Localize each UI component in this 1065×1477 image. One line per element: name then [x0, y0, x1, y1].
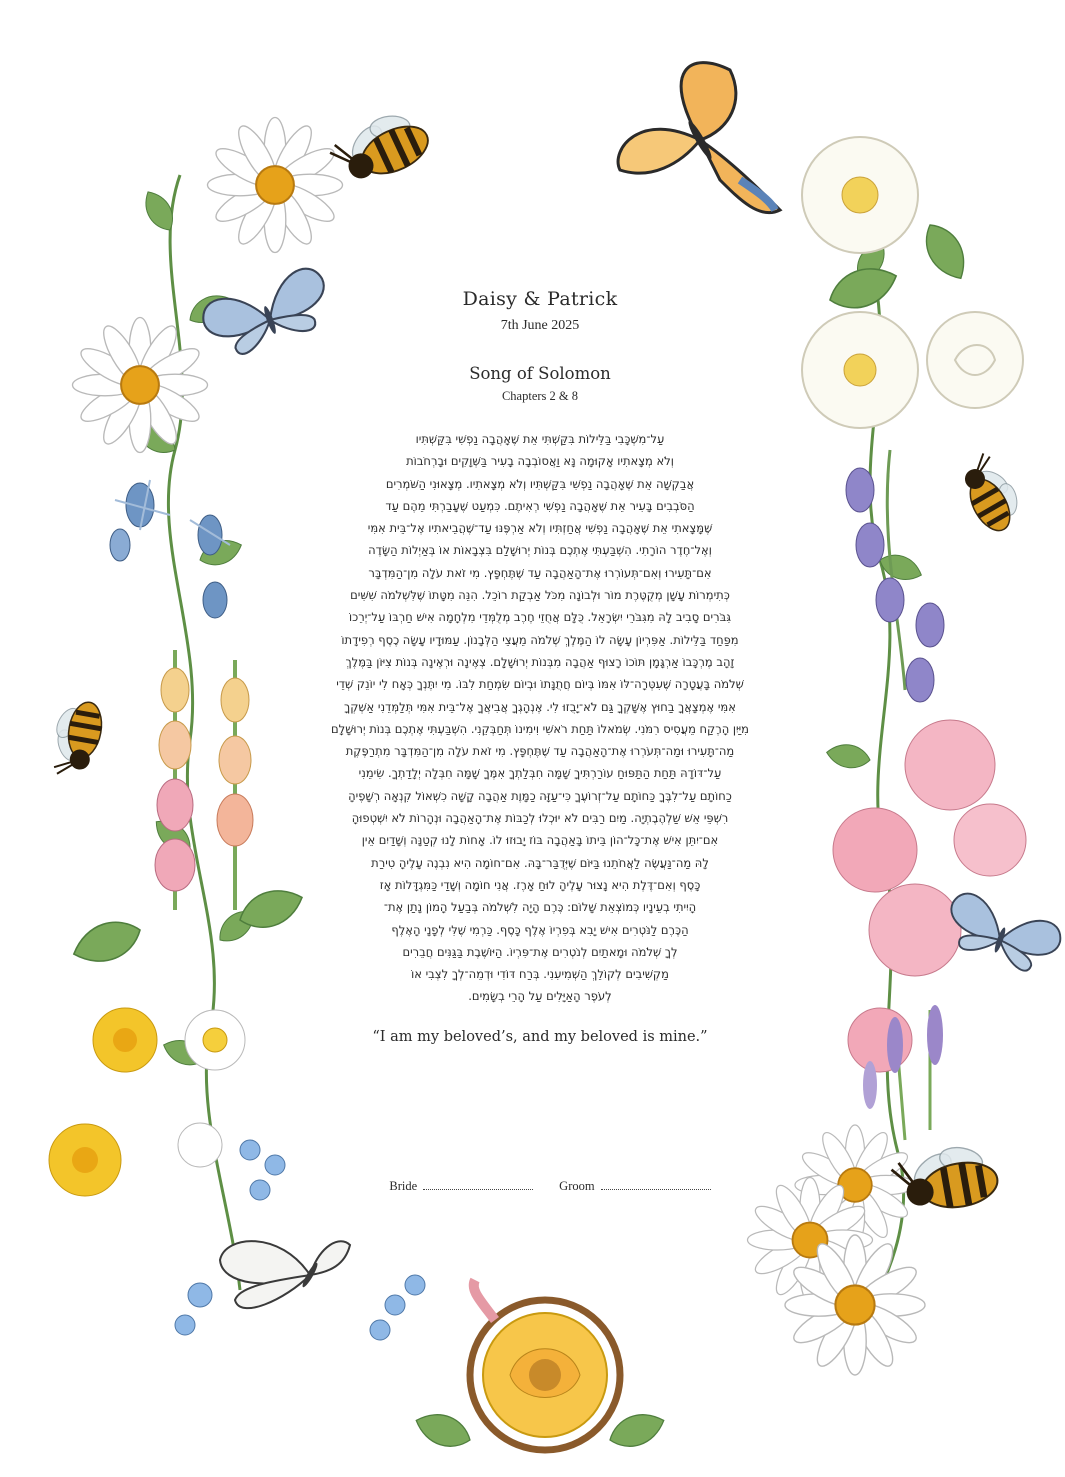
foxglove-icon [155, 650, 253, 910]
hebrew-line: שֶׁמָּצָאתִי אֵת שֶׁאָהֲבָה נַפְשִׁי אֲחַזְתִּיו וְלֹא אַרְפֶּנּוּ עַד־שֶׁהֲבֵיאתִיו אֶל־בֵּית אִמִּי [367, 521, 713, 536]
hebrew-line: לָהּ מַה־נַּעֲשֶׂה לַאֲחֹתֵנוּ בַּיּוֹם שֶׁיְּדֻבַּר־בָּהּ. אִם־חוֹמָה הִיא נִבְנֶה עָלֶיהָ טִירַת [371, 855, 709, 870]
hebrew-line: אֲבַקְשָׁה אֵת שֶׁאָהֲבָה נַפְשִׁי בִּקַּשְׁתִּיו וְלֹא מְצָאתִיו. מְצָאוּנִי הַשֹּׁמְרִים [385, 476, 695, 491]
hebrew-line: הַכֶּרֶם לַנֹּטְרִים אִישׁ יָבִא בְּפִרְיוֹ אֶלֶף כָּסֶף. כַּרְמִי שֶׁלִּי לְפָנָי הָאֶלֶף [391, 922, 689, 937]
groom-signature-line [601, 1179, 711, 1190]
groom-label: Groom [559, 1179, 595, 1193]
hebrew-text [320, 428, 760, 1008]
hebrew-line: שְׁלֹמֹה בָּעֲטָרָה שֶׁעִטְּרָה־לּוֹ אִמּוֹ בְּיוֹם חֲתֻנָּתוֹ וּבְיוֹם שִׂמְחַת לִבּוֹ. מִי יִתֶּנְךָ כְּאָח לִי יוֹנֵק שְׁדֵי [336, 677, 744, 692]
swallowtail-butterfly-icon [618, 63, 780, 213]
hebrew-line: מַה־תָּעִירוּ וּמַה־תְּעֹרְרוּ אֶת־הָאַהֲבָה עַד שֶׁתֶּחְפָּץ. מִי זֹאת עֹלָה מִן־הַמִּדְבָּר מִתְרַפֶּקֶת [345, 744, 735, 759]
hebrew-line: מִפַּחַד בַּלֵּילוֹת. אַפִּרְיוֹן עָשָׂה לוֹ הַמֶּלֶךְ שְׁלֹמֹה מֵעֲצֵי הַלְּבָנוֹן. עַמּוּדָיו עָשָׂה כֶסֶף רְפִידָתוֹ [341, 632, 739, 647]
daffodil-icon [49, 1008, 157, 1196]
forget-me-not-icon [175, 1140, 425, 1340]
reading-title: Song of Solomon [469, 364, 611, 383]
hebrew-line: זָהָב מֶרְכָּבוֹ אַרְגָּמָן תּוֹכוֹ רָצוּף אַהֲבָה מִבְּנוֹת יְרוּשָׁלָ‍ִם. צְאֶינָה וּרְאֶינָה בְּנוֹת צִיּוֹן בַּמֶּלֶךְ [345, 654, 735, 669]
bride-label: Bride [389, 1179, 418, 1193]
hebrew-line: הָיִיתִי בְעֵינָיו כְּמוֹצְאֵת שָׁלוֹם: כֶּרֶם הָיָה לִשְׁלֹמֹה בְּבַעַל הָמוֹן נָתַן אֶת־ [383, 900, 697, 915]
bride-signature-line [423, 1179, 533, 1190]
bee-icon [45, 697, 105, 780]
daisy-icon [73, 318, 208, 453]
couple-names: Daisy & Patrick [462, 288, 618, 310]
hebrew-line: עַל־דּוֹדָהּ תַּחַת הַתַּפּוּחַ עוֹרַרְתִּיךָ שָׁמָּה חִבְּלַתְךָ אִמֶּךָ שָׁמָּה חִבְּלָה יְלָדַתְךָ. שִׂימֵנִי [358, 766, 722, 781]
hebrew-line: כְּתִימְרוֹת עָשָׁן מְקֻטֶּרֶת מוֹר וּלְבוֹנָה מִכֹּל אַבְקַת רוֹכֵל. הִנֵּה מִטָּתוֹ שֶׁלִּשְׁלֹמֹה שִׁשִּׁים [350, 588, 730, 603]
hebrew-line: כָּסֶף וְאִם־דֶּלֶת הִיא נָצוּר עָלֶיהָ לוּחַ אָרֶז. אֲנִי חוֹמָה וְשָׁדַי כַּמִּגְדָּלוֹת אָז [379, 877, 701, 892]
bride-signature [389, 1179, 533, 1194]
sea-holly-icon [110, 480, 230, 618]
hebrew-line: וְאֶל־חֶדֶר הוֹרָתִי. הִשְׁבַּעְתִּי אֶתְכֶם בְּנוֹת יְרוּשָׁלִַם בִּצְבָאוֹת אוֹ בְּאַיְלוֹת הַשָּׂדֶה [368, 543, 712, 558]
hebrew-line: עַל־מִשְׁכָּבִי בַּלֵּילוֹת בִּקַּשְׁתִּי אֵת שֶׁאָהֲבָה נַפְשִׁי בִּקַּשְׁתִּיו [415, 432, 665, 446]
hebrew-line: הַסֹּבְבִים בָּעִיר אֵת שֶׁאָהֲבָה נַפְשִׁי רְאִיתֶם. כִּמְעַט שֶׁעָבַרְתִּי מֵהֶם עַד [385, 498, 695, 513]
bee-icon [324, 99, 435, 193]
hebrew-line: כַחוֹתָם עַל־לִבֶּךָ כַּחוֹתָם עַל־זְרוֹעֶךָ כִּי־עַזָּה כַמָּוֶת אַהֲבָה קָשָׁה כִשְׁאוֹל קִנְאָה רְשָׁפֶיהָ [348, 788, 732, 803]
hebrew-line: אִם־תָּעִירוּ וְאִם־תְּעוֹרְרוּ אֶת־הָאַהֲבָה עַד שֶׁתֶּחְפָּץ. מִי זֹאת עֹלָה מִן־הַמִּדְבָּר [368, 565, 712, 580]
narcissus-icon [178, 1010, 245, 1167]
hebrew-line: לְעֹפֶר הָאַיָּלִים עַל הָרֵי בְשָׂמִים. [468, 989, 612, 1004]
white-rose-icon [802, 137, 1023, 428]
hebrew-line: גִּבֹּרִים סָבִיב לָהּ מִגִּבֹּרֵי יִשְׂרָאֵל. כֻּלָּם אֲחֻזֵי חֶרֶב מְלֻמְּדֵי מִלְחָמָה אִישׁ חַרְבּוֹ עַל־יְרֵכוֹ [349, 610, 731, 625]
hebrew-line: מַקְשִׁיבִים לְקוֹלֵךְ הַשְׁמִיעִנִי. בְּרַח דּוֹדִי וּדְמֵה־לְךָ לִצְבִי אוֹ [411, 967, 669, 982]
hebrew-line: אִם־יִתֵּן אִישׁ אֶת־כָּל־הוֹן בֵּיתוֹ בָּאַהֲבָה בּוֹז יָבוּזוּ לוֹ. אָחוֹת לָנוּ קְטַנָּה וְשָׁדַיִם אֵין [361, 833, 719, 848]
daisy-icon [208, 118, 343, 253]
hebrew-line: אִמִּי אֶמְצָאֲךָ בַחוּץ אֶשָּׁקְךָ גַּם לֹא־יָבֻזוּ לִי. אֶנְהָגְךָ אֲבִיאֲךָ אֶל־בֵּית אִמִּי תְּלַמְּדֵנִי אַשְׁקְךָ [344, 699, 736, 714]
yellow-rose-icon [470, 1280, 620, 1450]
white-butterfly-icon [220, 1241, 350, 1308]
quote: “I am my beloved’s, and my beloved is mine.” [372, 1028, 708, 1045]
hebrew-line: מִיַּיִן הָרֶקַח מֵעֲסִיס רִמֹּנִי. שְׂמֹאלוֹ תַּחַת רֹאשִׁי וִימִינוֹ תְּחַבְּקֵנִי. הִשְׁבַּעְתִּי אֶתְכֶם בְּנוֹת יְרוּשָׁלִָם [331, 721, 749, 736]
signature-lines [370, 1179, 730, 1194]
reading-chapters: Chapters 2 & 8 [501, 389, 579, 403]
groom-signature [559, 1179, 710, 1194]
bee-icon [952, 447, 1032, 537]
wedding-date: 7th June 2025 [500, 318, 580, 333]
hebrew-line: רִשְׁפֵּי אֵשׁ שַׁלְהֶבֶתְיָה. מַיִם רַבִּים לֹא יוּכְלוּ לְכַבּוֹת אֶת־הָאַהֲבָה וּנְהָרוֹת לֹא יִשְׁטְפוּהָ [351, 811, 729, 826]
hebrew-line: לְךָ שְׁלֹמֹה וּמָאתַיִם לְנֹטְרִים אֶת־פִּרְיוֹ. הַיּוֹשֶׁבֶת בַּגַּנִּים חֲבֵרִים [402, 944, 678, 959]
blue-butterfly-icon [198, 264, 337, 364]
hebrew-line: וְלֹא מְצָאתִיו אָקוּמָה נָּא וַאֲסוֹבְבָה בָעִיר בַּשְּׁוָקִים וּבָרְחֹבוֹת [406, 454, 674, 469]
bee-icon [889, 1136, 1001, 1218]
